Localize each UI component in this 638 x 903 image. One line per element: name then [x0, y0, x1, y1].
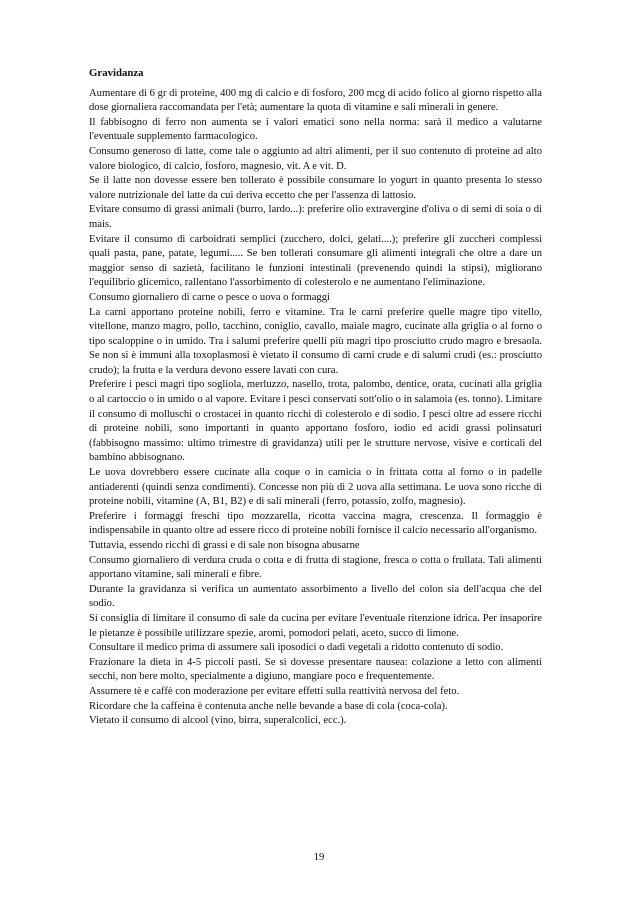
paragraph: Evitare il consumo di carboidrati semplici (zucchero, dolci, gelati....); preferire gli zuccheri complessi quali pasta, pane, patate, legumi..... Se ben tollerati consumare gli alimenti integrali che oltre a dare un maggior senso di sazietà, facilitano le funzioni intestinali (prevenendo quindi la stipsi), migliorano l'equilibrio glicemico, rallentano l'assorbimento di colesterolo e ne aumentano l'eliminazione.	[89, 233, 542, 289]
paragraph: Consumo generoso di latte, come tale o aggiunto ad altri alimenti, per il suo contenuto di proteine ad alto valore biologico, di calcio, fosforo, magnesio, vit. A e vit. D.	[89, 145, 542, 172]
paragraph: Frazionare la dieta in 4-5 piccoli pasti. Se si dovesse presentare nausea: colazione a letto con alimenti secchi, non bere molto, specialmente a digiuno, mangiare poco e frequentemente.	[89, 656, 542, 683]
paragraph: Il fabbisogno di ferro non aumenta se i valori ematici sono nella norma: sarà il medico a valutarne l'eventuale supplemento farmacologico.	[89, 116, 542, 143]
paragraph: Aumentare di 6 gr di proteine, 400 mg di calcio e di fosforo, 200 mcg di acido folico al giorno rispetto alla dose giornaliera raccomandata per l'età; aumentare la quota di vitamine e sali minerali in genere.	[89, 87, 542, 114]
paragraph: Evitare consumo di grassi animali (burro, lardo...): preferire olio extravergine d'oliva o di semi di soia o di mais.	[89, 204, 542, 230]
paragraph: Consultare il medico prima di assumere sali iposodici o dadi vegetali a ridotto contenuto di sodio.	[89, 642, 504, 654]
paragraph: Preferire i pesci magri tipo sogliola, merluzzo, nasello, trota, palombo, dentice, orata, cucinati alla griglia o al cartoccio o in umido o al vapore. Evitare i pesci conservati sott'olio o in salamoia (es. tonno). Limitare il consumo di molluschi o crostacei in quanto ricchi di colesterolo e di sodio. I pesci oltre ad essere ricchi di proteine nobili, sono importanti in quanto apportano fosforo, iodio ed acidi grassi polinsaturi (fabbisogno massimo: ultimo trimestre di gravidanza) utili per le strutture nervose, visive e corticali del bambino abbisognano.	[89, 379, 542, 464]
paragraph: Se il latte non dovesse essere ben tollerato è possibile consumare lo yogurt in quanto presenta lo stesso valore nutrizionale del latte da cui deriva eccetto che per l'assenza di lattosio.	[89, 175, 542, 201]
page-number: 19	[313, 852, 325, 863]
paragraph: Le uova dovrebbero essere cucinate alla coque o in camicia o in frittata cotta al forno o in padelle antiaderenti (quindi senza condimenti). Concesse non più di 2 uova alla settimana. Le uova sono ricche di proteine nobili, vitamine (A, B1, B2) e di sali minerali (ferro, potassio, zolfo, magnesio).	[89, 467, 542, 508]
page-content	[89, 66, 542, 729]
paragraph: Assumere tè e caffè con moderazione per evitare effetti sulla reattività nervosa del feto.	[89, 685, 460, 697]
paragraph: Si consiglia di limitare il consumo di sale da cucina per evitare l'eventuale ritenzione idrica. Per insaporire le pietanze è possibile utilizzare spezie, aromi, pomodori pelati, aceto, succo di limone.	[89, 612, 542, 639]
paragraph: Ricordare che la caffeina è contenuta anche nelle bevande a base di cola (coca-cola).	[89, 700, 448, 712]
section-title: Gravidanza	[89, 67, 144, 79]
paragraph: Consumo giornaliero di verdura cruda o cotta e di frutta di stagione, fresca o cotta o frullata. Tali alimenti apportano vitamine, sali minerali e fibre.	[89, 554, 542, 581]
paragraph: Preferire i formaggi freschi tipo mozzarella, ricotta vaccina magra, crescenza. Il formaggio è indispensabile in quanto oltre ad essere ricco di proteine nobili fornisce il calcio necessario all'organismo.	[89, 510, 542, 537]
paragraph: Tuttavia, essendo ricchi di grassi e di sale non bisogna abusarne	[89, 540, 360, 551]
paragraph: La carni apportano proteine nobili, ferro e vitamine. Tra le carni preferire quelle magre tipo vitello, vitellone, manzo magro, pollo, tacchino, coniglio, cavallo, maiale magro, cucinate alla griglia o al forno o tipo scaloppine o in umido. Tra i salumi preferire quelli più magri tipo prosciutto crudo magro e bresaola. Se non si è immuni alla toxoplasmosi è vietato il consumo di carni crude e di salumi crudi (es.: prosciutto crudo); la frutta e la verdura devono essere lavati con cura.	[89, 306, 542, 376]
paragraph: Consumo giornaliero di carne o pesce o uova o formaggi	[89, 291, 330, 303]
paragraph: Durante la gravidanza si verifica un aumentato assorbimento a livello del colon sia dell'acqua che del sodio.	[89, 583, 542, 610]
paragraph: Vietato il consumo di alcool (vino, birra, superalcolici, ecc.).	[89, 715, 347, 727]
